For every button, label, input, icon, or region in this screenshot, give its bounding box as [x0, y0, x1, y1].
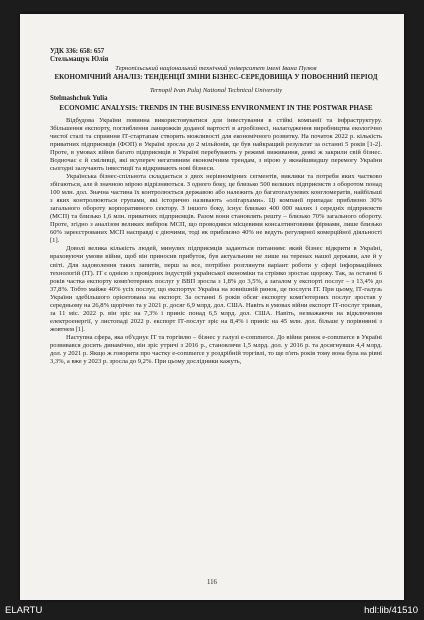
udk-code: УДК 336: 658: 657 — [50, 48, 105, 55]
author-ua: Стельмащук Юлія — [50, 56, 109, 64]
page-content — [50, 48, 382, 366]
title-ua: ЕКОНОМІЧНИЙ АНАЛІЗ: ТЕНДЕНЦІЇ ЗМІНИ БІЗНЕС-СЕРЕДОВИЩА У ПОВОЄННИЙ ПЕРІОД — [54, 73, 378, 82]
title-en: ECONOMIC ANALYSIS: TRENDS IN THE BUSINESS ENVIRONMENT IN THE POSTWAR PHASE — [59, 103, 373, 112]
document-page — [20, 14, 404, 600]
footer-repository-name: ELARTU — [5, 605, 43, 616]
paragraph: Українська бізнес-спільнота складається з двох нерівномірних сегментів, виклики та потреби яких частково збігаються, але й значною мірою відрізняються. З одного боку, це близько 500 великих підприємств з оборотом понад 100 млн. дол. Значна частина їх контролюється державою або належить до багатогалузевих конгломератів, найбільші з яких контролюються групами, які історично називають «олігархами». Ці компанії припадає приблизно 30% загального обороту корпоративного сектору. З іншого боку, існує близько 400 000 малих і середніх підприємств (МСП) та близько 1,6 млн. приватних підприємців. Разом вони становлять решту – близько 70% загального обороту. Проте, згідно з аналізом великих вибірок МСП, що проводився місцевими консалтинговими фірмами, лише близько 60% зареєстрованих МСП насправді є діючими, тоді як приблизно 40% не ведуть регулярної комерційної діяльності [1]. — [50, 173, 382, 245]
body-text — [50, 117, 382, 365]
affiliation-en: Ternopil Ivan Puluj National Technical University — [149, 86, 283, 94]
paragraph: Наступна сфера, яка об'єднує ІТ та торгівлю – бізнес у галузі e-commerce. До війни ринок e-commerce в Україні розвивався досить динамічно, він зріс утричі з 2016 р., становлячи 1,5 млрд. дол. у 2016 р. та досягнувши 4,4 млрд. дол. у 2021 р. Якщо ж говорити про частку e-commerce у роздрібній торгівлі, то ще п'ять років тому вона була на рівні 3,3%, а вже у 2023 р. зросла до 9,2%. При цьому дослідники кажуть, — [50, 333, 382, 365]
paragraph: Відбудова України повинна використовуватися для інвестування в стійкі компанії та інфраструктуру. Збільшення експорту, поглиблення ланцюжків доданої вартості в агробізнесі, налагодження виробництва екологічно чистої сталі та сприяння ІТ-стартапам створять можливості для економічного розвитку. На початок 2022 р. кількість приватних підприємців (ФОП) в Україні зросла до 2 мільйонів, це був найкращий результат за останні 5 років [1-2]. Проте, в умовах війни багато підприємців в Україні перебувають у режимі виживання, деякі ж закрили свій бізнес. Водночас є й сміливці, які всупереч негативним економічним трендам, з вірою у якнайшвидшу перемогу України сьогодні залучають інвестиції та відкривають нові бізнеси. — [50, 117, 382, 173]
paragraph: Доволі велика кількість людей, минулих підприємців задаються питанням: який бізнес відкрити в Україні, враховуючи умови війни, щоб він приносив прибуток, був актуальним не лише на теренах нашої держави, але й у світі. Для задоволення таких запитів, перш за все, потрібно розглянути варіант роботи у сфері інформаційних технологій (ІТ). ІТ є однією з провідних індустрій української економіки та стрімко зростає щороку. Так, за останні 6 років частка експорту комп'ютерних послуг у ВВП зросла з 1,8% до 3,5%, а загалом у експорті послуг – з 13,4% до 37,8%. Тобто майже 40% усіх послуг, що експортує Україна на зовнішній ринок, це послуги ІТ. При цьому, ІТ-галузь України здебільшого орієнтована на експорт. За останні 6 років обсяг експорту комп'ютерних послуг зростав у середньому на 26,8% щорічно та у 2021 р. досяг 6,9 млрд. дол. США. Навіть в умовах війни експорт ІТ-послуг тривав, за 11 міс. 2022 р. він зріс на 7,3% і приніс понад 6,5 млрд. дол. США. Навіть, незважаючи на відключення електроенергії, у листопаді 2022 р. експорт ІТ-послуг зріс на 8,4% і приніс на 45 млн. дол. більше у порівнянні з жовтнем [1]. — [50, 245, 382, 333]
page-number: 116 — [207, 579, 217, 586]
author-en: Stelmashchuk Yulia — [50, 95, 108, 103]
footer-handle-id: hdl:lib/41510 — [364, 605, 418, 616]
affiliation-ua: Тернопільський національний технічний університет імені Івана Пулюя — [115, 64, 317, 72]
footer-bar — [0, 602, 424, 620]
